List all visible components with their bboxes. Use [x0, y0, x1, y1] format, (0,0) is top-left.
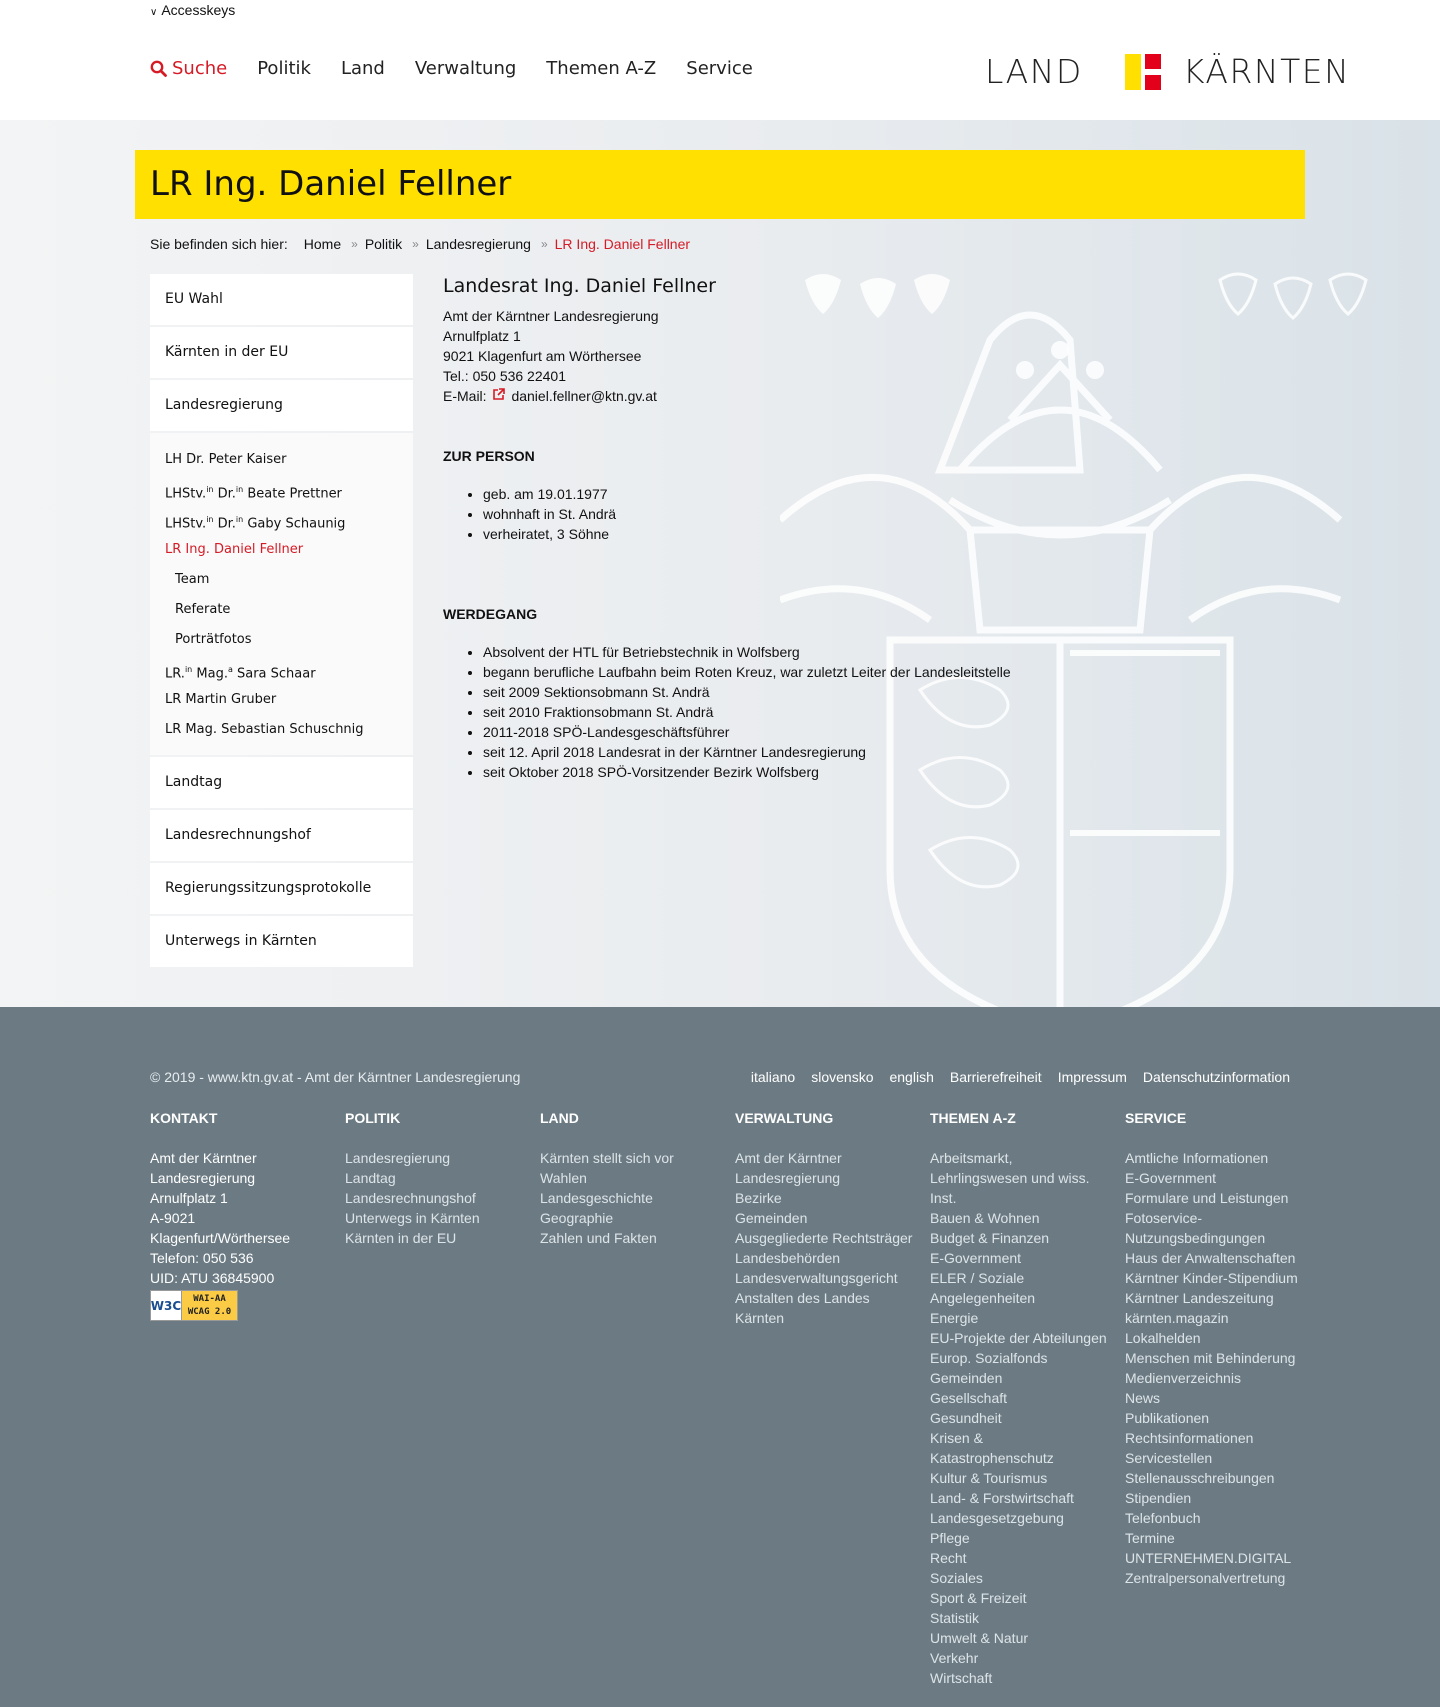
land-kaernten-logo[interactable]: [985, 52, 1350, 91]
footer-link[interactable]: EU-Projekte der Abteilungen: [930, 1330, 1107, 1346]
footer-kontakt-line: Klagenfurt/Wörthersee: [150, 1230, 291, 1246]
search-link[interactable]: [150, 58, 227, 79]
page-title-bar: [135, 150, 1305, 219]
footer-link[interactable]: Formulare und Leistungen: [1125, 1190, 1289, 1206]
logo-flag-icon: [1125, 54, 1161, 90]
footer-link[interactable]: Landesrechnungshof: [345, 1190, 476, 1206]
chevron-right-icon: »: [540, 237, 548, 251]
footer-link[interactable]: E-Government: [1125, 1170, 1217, 1186]
footer-link[interactable]: Kärnten stellt sich vor: [540, 1150, 674, 1166]
werdegang-list: [483, 642, 1063, 782]
footer-link[interactable]: Stipendien: [1125, 1490, 1192, 1506]
footer-link[interactable]: Haus der Anwaltenschaften: [1125, 1250, 1296, 1266]
footer-link[interactable]: Geographie: [540, 1210, 614, 1226]
section-title-zur-person: ZUR PERSON: [443, 448, 535, 464]
sidebar-navigation: [150, 274, 413, 969]
footer-link[interactable]: Krisen & Katastrophenschutz: [930, 1430, 1054, 1466]
sidebar-sub-prettner[interactable]: LHStv.$^{in}$ Dr.$^{in}$ Beate Prettner: [165, 485, 342, 502]
sidebar-item-eu-wahl[interactable]: EU Wahl: [150, 274, 413, 325]
footer-link[interactable]: Landtag: [345, 1170, 396, 1186]
sidebar-item-regierungssitzungsprotokolle[interactable]: Regierungssitzungsprotokolle: [150, 863, 413, 914]
search-icon: [150, 60, 167, 77]
footer-link-barrierefreiheit[interactable]: Barrierefreiheit: [949, 1069, 1042, 1085]
nav-service[interactable]: Service: [686, 58, 753, 79]
footer-link[interactable]: Medienverzeichnis: [1125, 1370, 1241, 1386]
sidebar-sub-portraetfotos[interactable]: Porträtfotos: [175, 632, 252, 647]
accesskeys-toggle[interactable]: [150, 2, 235, 18]
list-item: • seit Oktober 2018 SPÖ-Vorsitzender Bezirk Wolfsberg: [483, 762, 1063, 782]
footer-link[interactable]: Gemeinden: [735, 1210, 808, 1226]
sidebar-sub-gruber[interactable]: LR Martin Gruber: [165, 692, 277, 707]
footer-link[interactable]: Sport & Freizeit: [930, 1590, 1027, 1606]
footer-column-service: [1125, 1108, 1300, 1588]
search-label: Suche: [172, 58, 228, 79]
chevron-right-icon: »: [412, 237, 419, 251]
footer-link[interactable]: Pflege: [930, 1530, 970, 1546]
address-line: 9021 Klagenfurt am Wörthersee: [443, 348, 642, 364]
list-item: • begann berufliche Laufbahn beim Roten Kreuz, war zuletzt Leiter der Landesleitstelle: [483, 662, 1063, 682]
sidebar-sub-schaunig[interactable]: LHStv.$^{in}$ Dr.$^{in}$ Gaby Schaunig: [165, 515, 346, 532]
page-title: LR Ing. Daniel Fellner: [150, 164, 512, 204]
breadcrumb-label: Sie befinden sich hier:: [150, 236, 288, 252]
content-heading: Landesrat Ing. Daniel Fellner: [443, 275, 716, 297]
footer-link-italiano[interactable]: italiano: [750, 1069, 796, 1085]
footer-link-english[interactable]: english: [889, 1069, 934, 1085]
list-item: • wohnhaft in St. Andrä: [483, 504, 1063, 524]
sidebar-item-landesregierung[interactable]: Landesregierung: [150, 380, 413, 431]
footer-link[interactable]: Umwelt & Natur: [930, 1630, 1029, 1646]
footer: [0, 1007, 1440, 1707]
footer-link[interactable]: E-Government: [930, 1250, 1022, 1266]
sidebar-sub-schuschnig[interactable]: LR Mag. Sebastian Schuschnig: [165, 722, 364, 737]
footer-column-title: KONTAKT: [150, 1110, 218, 1126]
sidebar-sub-kaiser[interactable]: LH Dr. Peter Kaiser: [165, 452, 287, 467]
footer-column-title: SERVICE: [1125, 1110, 1187, 1126]
footer-link[interactable]: Verkehr: [930, 1650, 979, 1666]
footer-link[interactable]: Kärnten in der EU: [345, 1230, 457, 1246]
sidebar-sub-fellner-active[interactable]: LR Ing. Daniel Fellner: [165, 542, 304, 557]
footer-link[interactable]: Gesundheit: [930, 1410, 1002, 1426]
footer-column-title: VERWALTUNG: [735, 1110, 834, 1126]
footer-copyright: © 2019 - www.ktn.gv.at - Amt der Kärntner Landesregierung: [150, 1069, 521, 1085]
footer-link[interactable]: Fotoservice-Nutzungsbedingungen: [1125, 1210, 1266, 1246]
nav-politik[interactable]: Politik: [257, 58, 311, 79]
footer-link[interactable]: Menschen mit Behinderung: [1125, 1350, 1296, 1366]
footer-link[interactable]: Bezirke: [735, 1190, 782, 1206]
footer-kontakt-line: Telefon: 050 536: [150, 1250, 254, 1266]
chevron-down-icon: ∨: [150, 7, 158, 18]
footer-kontakt-line: Amt der Kärntner: [150, 1150, 257, 1166]
sidebar-sub-schaar[interactable]: LR.$^{in}$ Mag.$^a$ Sara Schaar: [165, 665, 316, 682]
footer-link[interactable]: Landesgeschichte: [540, 1190, 653, 1206]
nav-verwaltung[interactable]: Verwaltung: [414, 58, 517, 79]
footer-link[interactable]: Land- & Forstwirtschaft: [930, 1490, 1074, 1506]
nav-land[interactable]: Land: [340, 58, 385, 79]
footer-link[interactable]: UNTERNEHMEN.DIGITAL: [1125, 1550, 1292, 1566]
address-line: Arnulfplatz 1: [443, 328, 521, 344]
footer-link[interactable]: ELER / Soziale Angelegenheiten: [930, 1270, 1036, 1306]
footer-link[interactable]: News: [1125, 1390, 1161, 1406]
breadcrumb-landesregierung[interactable]: Landesregierung: [425, 236, 531, 252]
footer-kontakt-line: Arnulfplatz 1: [150, 1190, 228, 1206]
footer-link[interactable]: Landesregierung: [345, 1150, 451, 1166]
footer-link[interactable]: Landesgesetzgebung: [930, 1510, 1064, 1526]
nav-themen-a-z[interactable]: Themen A-Z: [546, 58, 657, 79]
breadcrumb-home[interactable]: Home: [303, 236, 342, 252]
footer-link[interactable]: Recht: [930, 1550, 967, 1566]
footer-link[interactable]: Zentralpersonalvertretung: [1125, 1570, 1286, 1586]
sidebar-sub-referate[interactable]: Referate: [175, 602, 231, 617]
footer-column-title: POLITIK: [345, 1110, 401, 1126]
footer-link[interactable]: Budget & Finanzen: [930, 1230, 1050, 1246]
list-item: • Absolvent der HTL für Betriebstechnik in Wolfsberg: [483, 642, 1063, 662]
list-item: • seit 2010 Fraktionsobmann St. Andrä: [483, 702, 1063, 722]
accesskeys-label: Accesskeys: [161, 2, 236, 18]
footer-link[interactable]: Termine: [1125, 1530, 1175, 1546]
footer-link[interactable]: Wahlen: [540, 1170, 587, 1186]
footer-meta-links: [735, 1069, 1290, 1085]
footer-link[interactable]: Unterwegs in Kärnten: [345, 1210, 480, 1226]
footer-kontakt-line: A-9021: [150, 1210, 196, 1226]
zur-person-list: [483, 484, 1063, 544]
phone-line: Tel.: 050 536 22401: [443, 368, 566, 384]
footer-link[interactable]: Stellenausschreibungen: [1125, 1470, 1275, 1486]
footer-link[interactable]: Amt der Kärntner Landesregierung: [735, 1150, 842, 1186]
main-content: [443, 274, 1063, 782]
footer-link[interactable]: Ausgegliederte Rechtsträger: [735, 1230, 913, 1246]
list-item: • geb. am 19.01.1977: [483, 484, 1063, 504]
footer-kontakt-line: UID: ATU 36845900: [150, 1270, 275, 1286]
main-navigation: [150, 58, 783, 79]
footer-link[interactable]: Zahlen und Fakten: [540, 1230, 657, 1246]
wcag-level: WAI-AA WCAG 2.0: [181, 1291, 237, 1320]
footer-link[interactable]: Kultur & Tourismus: [930, 1470, 1048, 1486]
footer-link[interactable]: Arbeitsmarkt, Lehrlingswesen und wiss. Inst.: [930, 1150, 1090, 1206]
footer-column-land: [540, 1108, 725, 1248]
sidebar-sub-team[interactable]: Team: [175, 572, 210, 587]
footer-column-title: LAND: [540, 1110, 579, 1126]
footer-column-politik: [345, 1108, 530, 1248]
list-item: • seit 2009 Sektionsobmann St. Andrä: [483, 682, 1063, 702]
logo-text-right: KÄRNTEN: [1182, 52, 1351, 91]
footer-link-datenschutz[interactable]: Datenschutzinformation: [1142, 1069, 1290, 1085]
footer-column-verwaltung: [735, 1108, 920, 1328]
footer-link[interactable]: Soziales: [930, 1570, 983, 1586]
footer-kontakt-line: Landesregierung: [150, 1170, 256, 1186]
footer-link[interactable]: Gemeinden: [930, 1370, 1003, 1386]
section-title-werdegang: WERDEGANG: [443, 606, 538, 622]
footer-link[interactable]: Landesbehörden: [735, 1250, 841, 1266]
chevron-right-icon: »: [351, 237, 358, 251]
footer-link[interactable]: Telefonbuch: [1125, 1510, 1201, 1526]
footer-link[interactable]: Wirtschaft: [930, 1670, 993, 1686]
footer-link[interactable]: Kärntner Kinder-Stipendium: [1125, 1270, 1298, 1286]
address-line: Amt der Kärntner Landesregierung: [443, 308, 659, 324]
footer-link[interactable]: Amtliche Informationen: [1125, 1150, 1269, 1166]
footer-link[interactable]: Kärntner Landeszeitung kärnten.magazin: [1125, 1290, 1274, 1326]
breadcrumb: [150, 236, 690, 252]
sidebar-submenu: [150, 433, 413, 755]
footer-link[interactable]: Publikationen: [1125, 1410, 1210, 1426]
list-item: • verheiratet, 3 Söhne: [483, 524, 1063, 544]
footer-link[interactable]: Lokalhelden: [1125, 1330, 1201, 1346]
footer-column-title: THEMEN A-Z: [930, 1110, 1016, 1126]
list-item: • 2011-2018 SPÖ-Landesgeschäftsführer: [483, 722, 1063, 742]
breadcrumb-politik[interactable]: Politik: [364, 236, 403, 252]
email-link[interactable]: daniel.fellner@ktn.gv.at: [511, 388, 657, 404]
footer-link-impressum[interactable]: Impressum: [1057, 1069, 1127, 1085]
footer-link[interactable]: Servicestellen: [1125, 1450, 1213, 1466]
footer-link[interactable]: Landesverwaltungsgericht: [735, 1270, 898, 1286]
breadcrumb-current: LR Ing. Daniel Fellner: [554, 236, 691, 252]
email-line: [443, 386, 1063, 406]
w3c-logo-icon: W3C: [150, 1298, 182, 1313]
external-link-icon: [492, 388, 505, 404]
sidebar-item-landtag[interactable]: Landtag: [150, 757, 413, 808]
footer-link[interactable]: Bauen & Wohnen: [930, 1210, 1040, 1226]
sidebar-item-kaernten-in-der-eu[interactable]: Kärnten in der EU: [150, 327, 413, 378]
footer-link[interactable]: Statistik: [930, 1610, 980, 1626]
list-item: • seit 12. April 2018 Landesrat in der Kärntner Landesregierung: [483, 742, 1063, 762]
logo-text-left: LAND: [985, 52, 1083, 91]
wcag-badge[interactable]: [150, 1290, 238, 1321]
footer-link[interactable]: Anstalten des Landes Kärnten: [735, 1290, 870, 1326]
footer-link[interactable]: Europ. Sozialfonds: [930, 1350, 1048, 1366]
footer-link[interactable]: Energie: [930, 1310, 979, 1326]
footer-column-themen: [930, 1108, 1110, 1688]
footer-link-slovensko[interactable]: slovensko: [811, 1069, 874, 1085]
sidebar-item-landesrechnungshof[interactable]: Landesrechnungshof: [150, 810, 413, 861]
sidebar-item-unterwegs-in-kaernten[interactable]: Unterwegs in Kärnten: [150, 916, 413, 967]
footer-column-kontakt: [150, 1108, 335, 1321]
footer-link[interactable]: Rechtsinformationen: [1125, 1430, 1254, 1446]
footer-link[interactable]: Gesellschaft: [930, 1390, 1008, 1406]
email-label: E-Mail:: [443, 388, 487, 404]
